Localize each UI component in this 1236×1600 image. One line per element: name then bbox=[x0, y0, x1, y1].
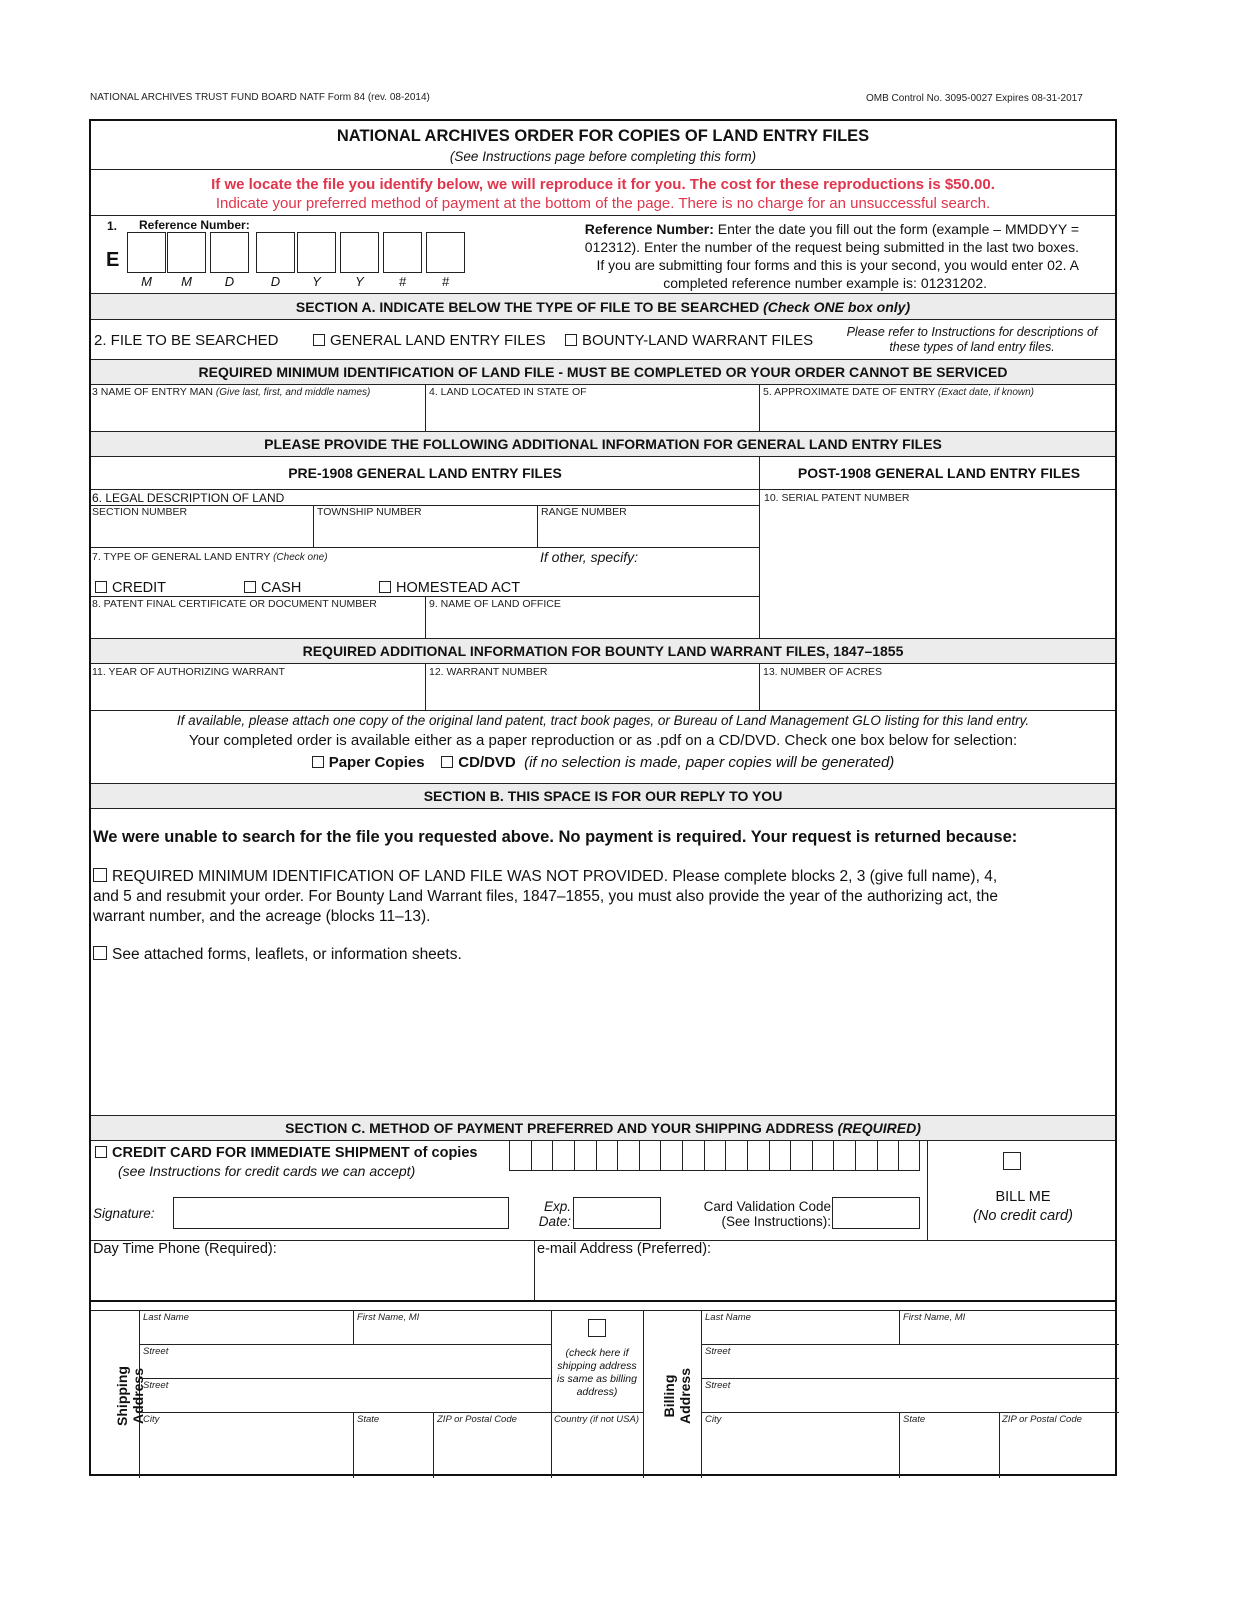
format-options bbox=[91, 754, 1115, 771]
pre-1908-title: PRE-1908 GENERAL LAND ENTRY FILES bbox=[288, 465, 562, 481]
reference-digit-label: # bbox=[441, 274, 450, 289]
entry-type-note: (Check one) bbox=[273, 552, 328, 563]
reason-minimum-id-line1: REQUIRED MINIMUM IDENTIFICATION OF LAND FILE WAS NOT PROVIDED. Please complete blocks 2, 3 (give full name), 4, bbox=[112, 868, 998, 885]
same-address-line2: shipping address bbox=[557, 1360, 637, 1372]
billing-last-name-label: Last Name bbox=[705, 1312, 751, 1323]
shipping-street-label: Street bbox=[143, 1346, 169, 1357]
shipping-street2-label: Street bbox=[143, 1380, 169, 1391]
reference-digit-label: D bbox=[270, 274, 281, 289]
checkbox-icon[interactable] bbox=[93, 946, 107, 960]
reference-digit-box[interactable] bbox=[167, 232, 206, 273]
form-subtitle: (See Instructions page before completing this form) bbox=[449, 149, 757, 164]
shipping-label-line1: Shipping bbox=[114, 1366, 130, 1426]
reference-field-number: 1. bbox=[107, 219, 118, 233]
billing-state-label: State bbox=[903, 1414, 926, 1425]
reference-digit-box[interactable] bbox=[127, 232, 166, 273]
shipping-last-name-label: Last Name bbox=[143, 1312, 189, 1323]
exp-date-label-line2: Date: bbox=[538, 1214, 571, 1229]
credit-card-digit-divider bbox=[660, 1141, 661, 1171]
billing-first-name-label: First Name, MI bbox=[903, 1312, 966, 1323]
exp-date-label bbox=[537, 1199, 571, 1229]
checkbox-icon[interactable] bbox=[95, 1146, 107, 1158]
credit-card-digit-divider bbox=[617, 1141, 618, 1171]
phone-label: Day Time Phone (Required): bbox=[93, 1241, 277, 1257]
if-other-label: If other, specify: bbox=[540, 549, 639, 565]
section-c-title bbox=[91, 1120, 1115, 1136]
same-address-note bbox=[551, 1347, 643, 1399]
entry-date-label bbox=[763, 386, 1034, 398]
shipping-state-label: State bbox=[357, 1414, 380, 1425]
billing-zip-label: ZIP or Postal Code bbox=[1002, 1414, 1082, 1425]
bill-me-label: BILL ME bbox=[995, 1189, 1051, 1205]
shipping-zip-label: ZIP or Postal Code bbox=[437, 1414, 517, 1425]
billing-street2-label: Street bbox=[705, 1380, 731, 1391]
credit-card-digit-divider bbox=[682, 1141, 683, 1171]
section-a-title bbox=[91, 299, 1115, 315]
shipping-city-label: City bbox=[143, 1414, 160, 1425]
form-title: NATIONAL ARCHIVES ORDER FOR COPIES OF LAND ENTRY FILES bbox=[336, 127, 870, 145]
billing-label-line1: Billing bbox=[661, 1374, 677, 1418]
cvc-label-line1: Card Validation Code bbox=[703, 1199, 831, 1214]
checkbox-icon[interactable] bbox=[379, 581, 391, 593]
shipping-label-line2: Address bbox=[130, 1367, 146, 1425]
bill-me-note: (No credit card) bbox=[973, 1208, 1073, 1224]
file-type-note-line1: Please refer to Instructions for descriptions of bbox=[846, 325, 1098, 339]
reference-label: Reference Number: bbox=[139, 218, 250, 232]
signature-field[interactable] bbox=[173, 1197, 509, 1229]
reference-digit-label: D bbox=[224, 274, 235, 289]
credit-card-label: CREDIT CARD FOR IMMEDIATE SHIPMENT bbox=[112, 1145, 410, 1161]
credit-card-digit-divider bbox=[531, 1141, 532, 1171]
credit-card-digit-divider bbox=[877, 1141, 878, 1171]
same-address-line4: address) bbox=[576, 1386, 618, 1398]
cost-notice: If we locate the file you identify below, we will reproduce it for you. The cost for these reproductions is $50.00. bbox=[211, 176, 995, 193]
cvc-field[interactable] bbox=[832, 1197, 920, 1229]
serial-patent-label: 10. SERIAL PATENT NUMBER bbox=[764, 492, 910, 504]
credit-card-digit-divider bbox=[769, 1141, 770, 1171]
reference-digit-label: # bbox=[398, 274, 407, 289]
credit-card-option[interactable] bbox=[95, 1145, 477, 1161]
shipping-first-name-label: First Name, MI bbox=[357, 1312, 420, 1323]
credit-card-digit-divider bbox=[574, 1141, 575, 1171]
cd-dvd-option[interactable] bbox=[441, 754, 516, 771]
cash-label: CASH bbox=[261, 580, 302, 596]
entry-man-label-text: 3 NAME OF ENTRY MAN bbox=[92, 386, 213, 398]
entry-man-note: (Give last, first, and middle names) bbox=[215, 387, 371, 398]
legal-description-label: 6. LEGAL DESCRIPTION OF LAND bbox=[92, 491, 285, 505]
checkbox-icon[interactable] bbox=[312, 756, 324, 768]
reference-help-bold: Reference Number: bbox=[584, 221, 714, 237]
acres-label: 13. NUMBER OF ACRES bbox=[763, 666, 883, 678]
credit-card-number-field[interactable] bbox=[509, 1141, 920, 1171]
credit-card-digit-divider bbox=[639, 1141, 640, 1171]
entry-date-label-text: 5. APPROXIMATE DATE OF ENTRY bbox=[763, 386, 935, 398]
reason-minimum-id-line3: warrant number, and the acreage (blocks 11–13). bbox=[93, 908, 431, 925]
payment-notice: Indicate your preferred method of payment at the bottom of the page. There is no charge for an unsuccessful search. bbox=[215, 195, 991, 212]
billing-street-label: Street bbox=[705, 1346, 731, 1357]
reference-digit-box[interactable] bbox=[383, 232, 422, 273]
billing-city-label: City bbox=[705, 1414, 722, 1425]
credit-card-digit-divider bbox=[855, 1141, 856, 1171]
same-address-line3: is same as billing bbox=[557, 1373, 637, 1385]
checkbox-icon[interactable] bbox=[95, 581, 107, 593]
credit-card-digit-divider bbox=[725, 1141, 726, 1171]
homestead-option[interactable] bbox=[379, 580, 520, 596]
general-land-entry-option[interactable] bbox=[313, 332, 546, 349]
bounty-land-warrant-label: BOUNTY-LAND WARRANT FILES bbox=[582, 332, 814, 349]
bill-me-checkbox[interactable] bbox=[1003, 1152, 1021, 1170]
exp-date-label-line1: Exp. bbox=[543, 1199, 571, 1214]
reference-digit-box[interactable] bbox=[210, 232, 249, 273]
exp-date-field[interactable] bbox=[573, 1197, 661, 1229]
billing-address-label bbox=[661, 1338, 697, 1454]
required-min-title: REQUIRED MINIMUM IDENTIFICATION OF LAND FILE - MUST BE COMPLETED OR YOUR ORDER CANNOT BE SERVICED bbox=[198, 364, 1008, 380]
reference-digit-box[interactable] bbox=[340, 232, 379, 273]
credit-card-digit-divider bbox=[790, 1141, 791, 1171]
credit-card-digit-divider bbox=[898, 1141, 899, 1171]
credit-card-digit-divider bbox=[833, 1141, 834, 1171]
warrant-year-label: 11. YEAR OF AUTHORIZING WARRANT bbox=[92, 666, 285, 678]
range-number-label: RANGE NUMBER bbox=[541, 506, 627, 518]
credit-card-digit-divider bbox=[812, 1141, 813, 1171]
post-1908-title: POST-1908 GENERAL LAND ENTRY FILES bbox=[797, 465, 1081, 481]
credit-card-note: (see Instructions for credit cards we can accept) bbox=[118, 1163, 416, 1179]
warrant-number-label: 12. WARRANT NUMBER bbox=[429, 666, 548, 678]
credit-option[interactable] bbox=[95, 580, 166, 596]
credit-card-digit-divider bbox=[596, 1141, 597, 1171]
file-type-note bbox=[827, 325, 1117, 355]
entry-date-note: (Exact date, if known) bbox=[937, 387, 1035, 398]
section-a-title-note: (Check ONE box only) bbox=[763, 299, 911, 315]
unable-to-search-note: We were unable to search for the file you requested above. No payment is required. Your request is returned because: bbox=[93, 828, 1018, 846]
credit-card-digit-divider bbox=[747, 1141, 748, 1171]
reference-help bbox=[551, 220, 1079, 292]
reason-minimum-id bbox=[93, 867, 998, 927]
file-type-note-line2: these types of land entry files. bbox=[889, 340, 1055, 354]
reference-digit-box[interactable] bbox=[297, 232, 336, 273]
reference-help-line3: If you are submitting four forms and this is your second, you would enter 02. A bbox=[596, 257, 1079, 273]
omb-header: OMB Control No. 3095-0027 Expires 08-31-2017 bbox=[866, 93, 1083, 104]
section-a-title-text: SECTION A. INDICATE BELOW THE TYPE OF FILE TO BE SEARCHED bbox=[295, 299, 760, 315]
reason-attached-forms bbox=[93, 946, 462, 964]
email-label: e-mail Address (Preferred): bbox=[537, 1241, 712, 1257]
same-address-checkbox[interactable] bbox=[588, 1319, 606, 1337]
reference-help-line4: completed reference number example is: 01231202. bbox=[663, 275, 987, 291]
credit-card-label-suffix: of copies bbox=[409, 1145, 478, 1161]
signature-label: Signature: bbox=[93, 1206, 155, 1221]
checkbox-icon[interactable] bbox=[93, 868, 107, 882]
reference-digit-label: M bbox=[141, 274, 152, 289]
land-state-label: 4. LAND LOCATED IN STATE OF bbox=[429, 386, 587, 398]
reference-help-line1: Enter the date you fill out the form (example – MMDDYY = bbox=[713, 221, 1079, 237]
bounty-title: REQUIRED ADDITIONAL INFORMATION FOR BOUNTY LAND WARRANT FILES, 1847–1855 bbox=[302, 643, 904, 659]
section-number-label: SECTION NUMBER bbox=[92, 506, 188, 518]
reference-digit-label: M bbox=[181, 274, 192, 289]
section-c-title-note: (REQUIRED) bbox=[837, 1120, 921, 1136]
bounty-land-warrant-option[interactable] bbox=[565, 332, 813, 349]
attach-note: If available, please attach one copy of the original land patent, tract book pages, or Bureau of Land Management GLO listing for this land entry. bbox=[176, 713, 1030, 728]
additional-info-title: PLEASE PROVIDE THE FOLLOWING ADDITIONAL INFORMATION FOR GENERAL LAND ENTRY FILES bbox=[264, 436, 942, 452]
reference-prefix: E bbox=[106, 249, 120, 271]
section-c-title-text: SECTION C. METHOD OF PAYMENT PREFERRED AND YOUR SHIPPING ADDRESS bbox=[285, 1120, 834, 1136]
checkbox-icon[interactable] bbox=[441, 756, 453, 768]
reason-minimum-id-line2: and 5 and resubmit your order. For Bounty Land Warrant files, 1847–1855, you must also provide the year of the authorizing act, the bbox=[93, 888, 998, 905]
paper-copies-option[interactable] bbox=[312, 754, 425, 771]
checkbox-icon[interactable] bbox=[565, 334, 577, 346]
cd-dvd-label: CD/DVD bbox=[458, 754, 516, 771]
order-form bbox=[89, 119, 1117, 1476]
format-default-note: (if no selection is made, paper copies will be generated) bbox=[524, 754, 895, 771]
shipping-country-label: Country (if not USA) bbox=[554, 1414, 639, 1425]
form-id-header: NATIONAL ARCHIVES TRUST FUND BOARD NATF Form 84 (rev. 08-2014) bbox=[90, 92, 430, 103]
reference-digit-label: Y bbox=[355, 274, 364, 289]
land-office-label: 9. NAME OF LAND OFFICE bbox=[429, 598, 561, 610]
cvc-label-line2: (See Instructions): bbox=[721, 1214, 831, 1229]
credit-label: CREDIT bbox=[112, 580, 166, 596]
paper-copies-label: Paper Copies bbox=[328, 754, 425, 771]
checkbox-icon[interactable] bbox=[313, 334, 325, 346]
patent-certificate-label: 8. PATENT FINAL CERTIFICATE OR DOCUMENT NUMBER bbox=[92, 598, 377, 610]
same-address-line1: (check here if bbox=[565, 1347, 629, 1359]
township-number-label: TOWNSHIP NUMBER bbox=[317, 506, 422, 518]
billing-label-line2: Address bbox=[677, 1367, 693, 1425]
reference-digit-label: Y bbox=[312, 274, 321, 289]
checkbox-icon[interactable] bbox=[244, 581, 256, 593]
entry-man-label bbox=[92, 386, 370, 398]
homestead-label: HOMESTEAD ACT bbox=[396, 580, 521, 596]
entry-type-label-text: 7. TYPE OF GENERAL LAND ENTRY bbox=[92, 551, 271, 563]
format-note: Your completed order is available either as a paper reproduction or as .pdf on a CD/DVD. Check one box below for selection: bbox=[188, 732, 1018, 749]
credit-card-digit-divider bbox=[552, 1141, 553, 1171]
file-to-search-label: 2. FILE TO BE SEARCHED bbox=[94, 332, 279, 349]
credit-card-digit-divider bbox=[704, 1141, 705, 1171]
section-b-title: SECTION B. THIS SPACE IS FOR OUR REPLY TO YOU bbox=[423, 788, 783, 804]
reference-digit-box[interactable] bbox=[426, 232, 465, 273]
cvc-label bbox=[683, 1199, 831, 1229]
reason-attached-forms-text: See attached forms, leaflets, or information sheets. bbox=[112, 946, 462, 963]
general-land-entry-label: GENERAL LAND ENTRY FILES bbox=[330, 332, 546, 349]
reference-digit-box[interactable] bbox=[256, 232, 295, 273]
reference-help-line2: 012312). Enter the number of the request being submitted in the last two boxes. bbox=[584, 239, 1079, 255]
entry-type-label bbox=[92, 551, 328, 563]
cash-option[interactable] bbox=[244, 580, 301, 596]
